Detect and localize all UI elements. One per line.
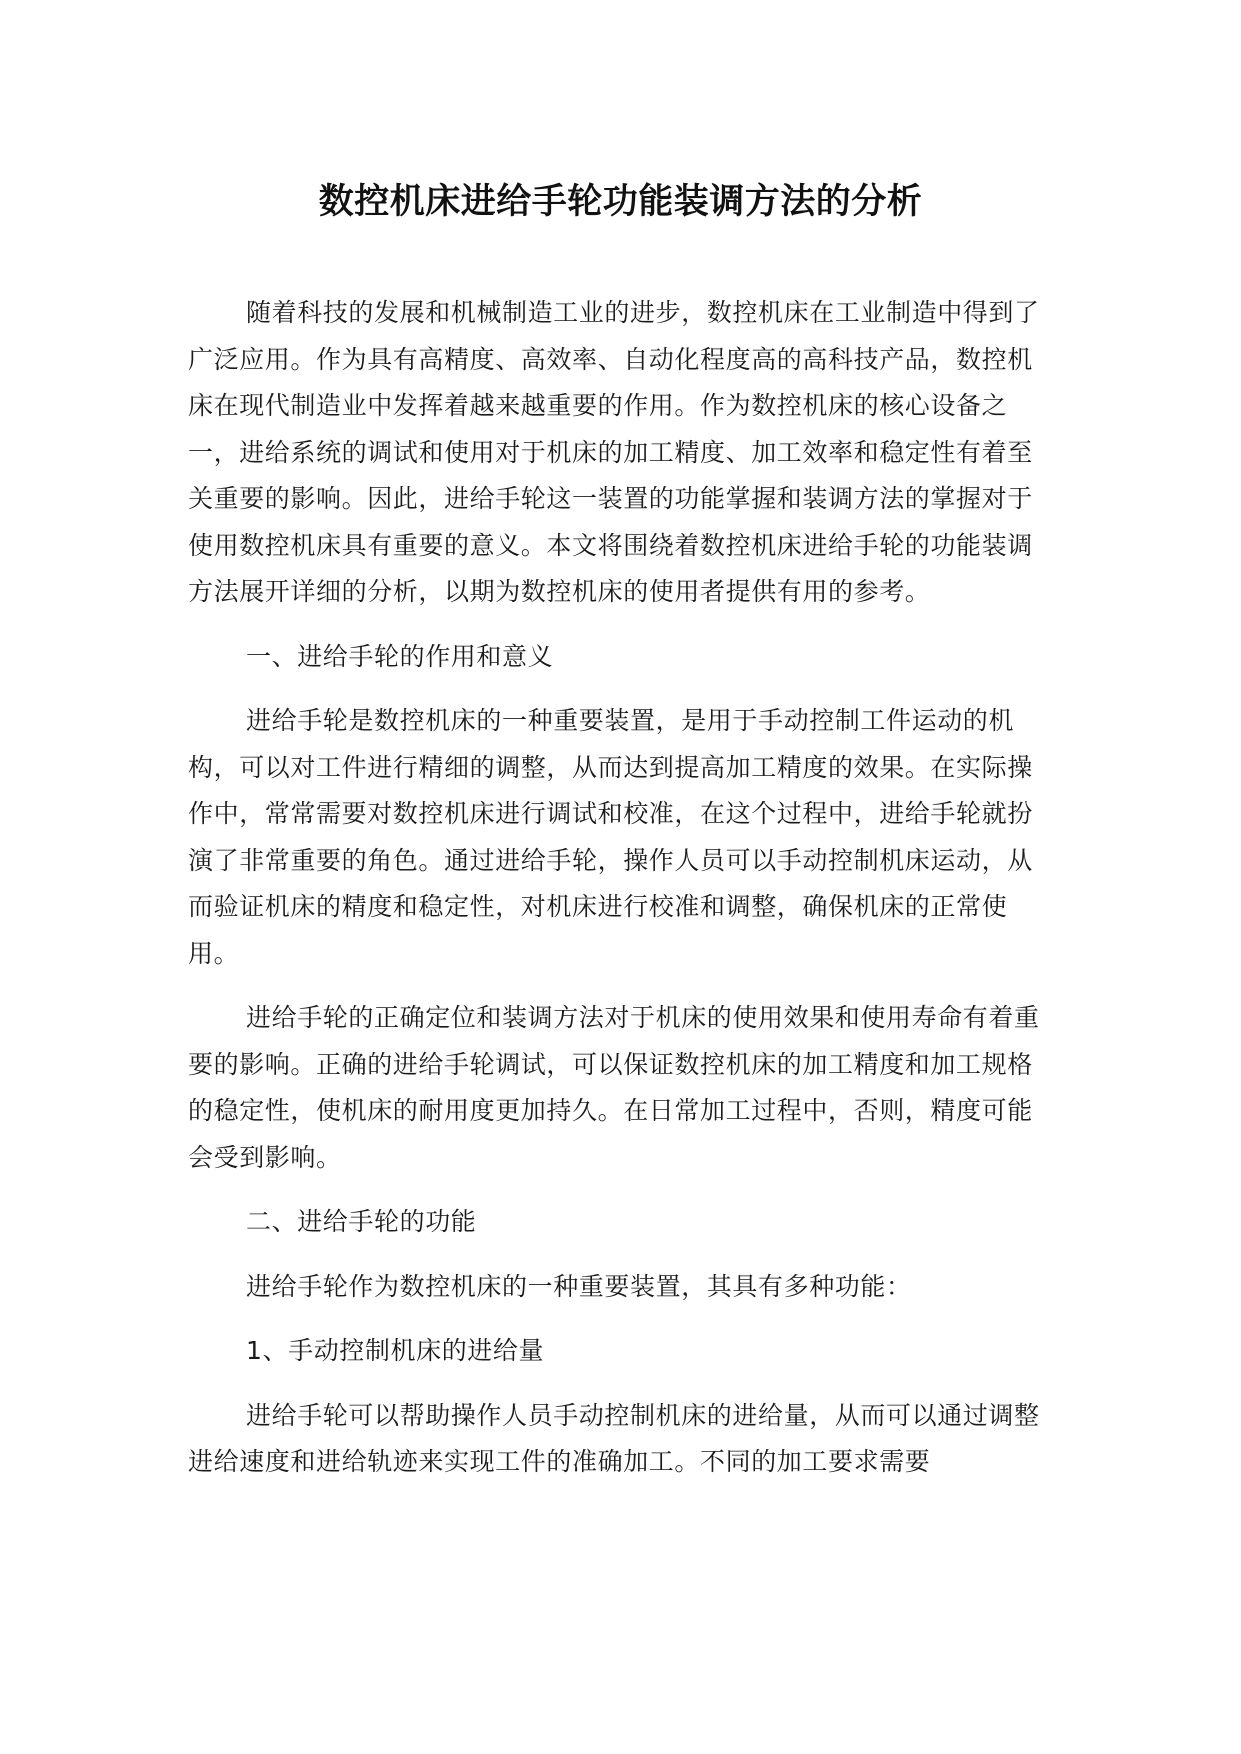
section-1-paragraph-1: 进给手轮是数控机床的一种重要装置，是用于手动控制工件运动的机构，可以对工件进行精细的调整，从而达到提高加工精度的效果。在实际操作中，常常需要对数控机床进行调试和校准，在这个过程中，进给手轮就扮演了非常重要的角色。通过进给手轮，操作人员可以手动控制机床运动，从而验证机床的精度和稳定性，对机床进行校准和调整，确保机床的正常使用。 [188, 706, 1033, 968]
section-2-intro: 进给手轮作为数控机床的一种重要装置，其具有多种功能： [246, 1271, 912, 1301]
document-title: 数控机床进给手轮功能装调方法的分析 [318, 182, 923, 222]
document-body [188, 290, 1050, 1486]
subsection-1-paragraph: 进给手轮可以帮助操作人员手动控制机床的进给量，从而可以通过调整进给速度和进给轨迹来实现工件的准确加工。不同的加工要求需要 [188, 1400, 1040, 1476]
section-heading-2: 二、进给手轮的功能 [246, 1207, 477, 1236]
subsection-heading-1: 1、手动控制机床的进给量 [246, 1336, 545, 1365]
section-heading-1: 一、进给手轮的作用和意义 [246, 641, 554, 671]
intro-paragraph: 随着科技的发展和机械制造工业的进步，数控机床在工业制造中得到了广泛应用。作为具有高精度、高效率、自动化程度高的高科技产品，数控机床在现代制造业中发挥着越来越重要的作用。作为数控机床的核心设备之一，进给系统的调试和使用对于机床的加工精度、加工效率和稳定性有着至关重要的影响。因此，进给手轮这一装置的功能掌握和装调方法的掌握对于使用数控机床具有重要的意义。本文将围绕着数控机床进给手轮的功能装调方法展开详细的分析，以期为数控机床的使用者提供有用的参考。 [188, 298, 1040, 606]
section-1-paragraph-2: 进给手轮的正确定位和装调方法对于机床的使用效果和使用寿命有着重要的影响。正确的进给手轮调试，可以保证数控机床的加工精度和加工规格的稳定性，使机床的耐用度更加持久。在日常加工过程中，否则，精度可能会受到影响。 [188, 1003, 1040, 1172]
